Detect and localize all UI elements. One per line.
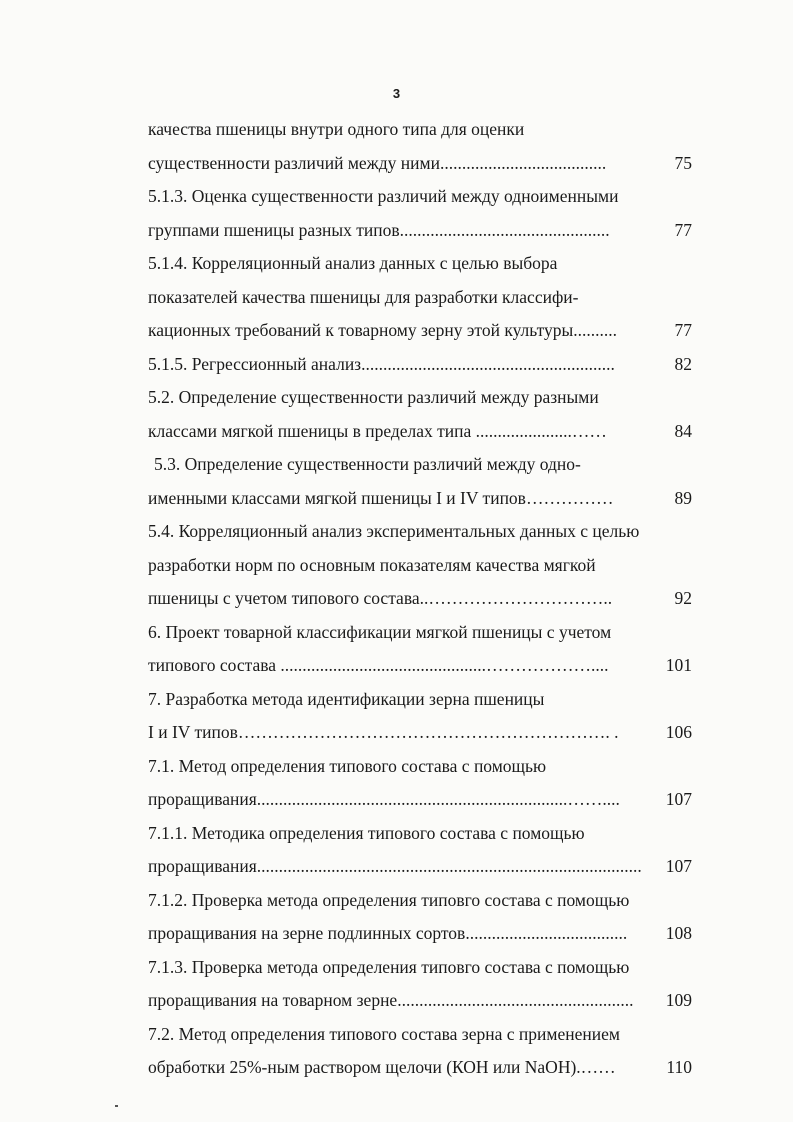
toc-entry-text: обработки 25%-ным раствором щелочи (КОН или NaOH).…… (148, 1057, 616, 1077)
toc-line (148, 984, 700, 1018)
toc-entry-text: 7.2. Метод определения типового состава зерна с применением (148, 1023, 620, 1044)
toc-line (148, 750, 700, 784)
toc-entry-text: 7.1. Метод определения типового состава с помощью (148, 755, 547, 776)
toc-entry-text: проращивания.......................................................................…….... (148, 789, 620, 809)
toc-entry-text: 7.1.3. Проверка метода определения типовго состава с помощью (148, 956, 630, 977)
toc-entry-text: I и IV типов………………………………………………………. . (148, 722, 619, 742)
toc-page-number: 92 (674, 588, 692, 608)
toc-page-number: 110 (666, 1057, 692, 1077)
toc-page-number: 107 (665, 856, 692, 876)
toc-page-number: 106 (665, 722, 692, 742)
toc-line (148, 1018, 700, 1052)
toc-entry-text: классами мягкой пшеницы в пределах типа ......................…… (148, 420, 607, 441)
toc-page-number: 108 (665, 923, 692, 943)
toc-entry-text: 7.1.2. Проверка метода определения типовго состава с помощью (148, 889, 630, 910)
table-of-contents (148, 113, 700, 1085)
toc-entry-text: 6. Проект товарной классификации мягкой пшеницы с учетом (148, 621, 612, 642)
toc-line (148, 549, 700, 583)
toc-page-number: 84 (674, 420, 692, 441)
toc-entry-text: проращивания на товарном зерне...................................................... (148, 990, 634, 1010)
toc-line (148, 817, 700, 851)
toc-line (148, 381, 700, 415)
toc-entry-text: типового состава ...............................................……………….... (148, 655, 609, 675)
toc-entry-text: существенности различий между ними...................................... (148, 152, 607, 173)
toc-line (148, 683, 700, 717)
toc-page-number: 77 (674, 219, 692, 240)
toc-entry-text: группами пшеницы разных типов................................................ (148, 219, 610, 240)
toc-entry-text: проращивания на зерне подлинных сортов..................................... (148, 923, 628, 943)
toc-entry-text: 7. Разработка метода идентификации зерна пшеницы (148, 688, 545, 709)
toc-line (148, 147, 700, 181)
toc-line (148, 616, 700, 650)
toc-line (148, 951, 700, 985)
toc-line (148, 247, 700, 281)
toc-line (148, 917, 700, 951)
toc-entry-text: 7.1.1. Методика определения типового состава с помощью (148, 822, 585, 843)
toc-line (148, 348, 700, 382)
toc-line (148, 884, 700, 918)
page-number: 3 (392, 86, 401, 101)
toc-page-number: 109 (665, 990, 692, 1010)
toc-entry-text: проращивания........................................................................................ (148, 856, 642, 876)
toc-line (148, 1051, 700, 1085)
toc-entry-text: 5.3. Определение существенности различий между одно- (154, 454, 581, 474)
toc-entry-text: именными классами мягкой пшеницы I и IV типов…………… (148, 487, 614, 508)
toc-line (148, 281, 700, 315)
toc-line (148, 415, 700, 449)
toc-line (148, 448, 700, 482)
toc-page-number: 107 (665, 789, 692, 809)
toc-entry-text: качества пшеницы внутри одного типа для оценки (148, 119, 525, 139)
toc-entry-text: 5.2. Определение существенности различий между разными (148, 387, 599, 407)
toc-entry-text: 5.1.4. Корреляционный анализ данных с целью выбора (148, 253, 558, 273)
toc-line (148, 314, 700, 348)
toc-line (148, 180, 700, 214)
toc-line (148, 850, 700, 884)
toc-line (148, 515, 700, 549)
toc-page-number: 89 (674, 487, 692, 508)
toc-line (148, 214, 700, 248)
scan-speck (115, 1105, 118, 1107)
toc-line (148, 482, 700, 516)
toc-entry-text: разработки норм по основным показателям качества мягкой (148, 554, 596, 575)
toc-line (148, 113, 700, 147)
toc-line (148, 582, 700, 616)
toc-line (148, 716, 700, 750)
toc-page-number: 77 (674, 320, 692, 340)
toc-entry-text: 5.1.3. Оценка существенности различий между одноименными (148, 186, 619, 206)
toc-page-number: 82 (674, 353, 692, 374)
toc-entry-text: кационных требований к товарному зерну этой культуры.......... (148, 320, 618, 340)
toc-entry-text: пшеницы с учетом типового состава..………………………….. (148, 588, 613, 608)
toc-line (148, 649, 700, 683)
toc-entry-text: показателей качества пшеницы для разработки классифи- (148, 286, 579, 307)
toc-page-number: 75 (674, 152, 692, 173)
toc-entry-text: 5.4. Корреляционный анализ экспериментальных данных с целью (148, 521, 640, 541)
toc-line (148, 783, 700, 817)
toc-page-number: 101 (665, 655, 692, 675)
toc-entry-text: 5.1.5. Регрессионный анализ.......................................................... (148, 353, 615, 374)
